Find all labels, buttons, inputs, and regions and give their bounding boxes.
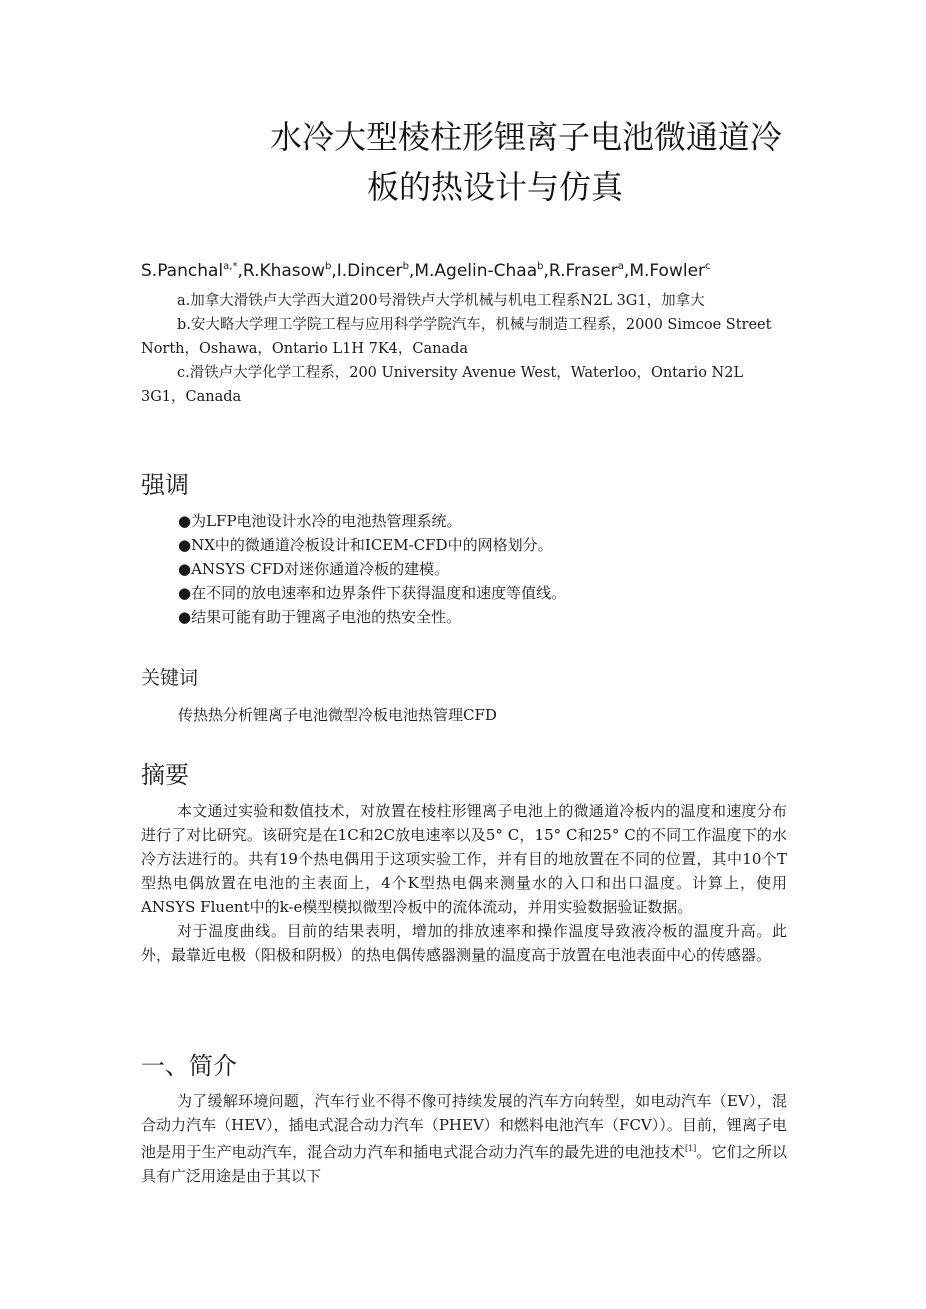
abstract-heading: 摘要 <box>141 761 189 789</box>
highlights-list <box>178 509 566 629</box>
author: I.Dincer$^b$ <box>336 261 409 281</box>
highlights-heading: 强调 <box>141 471 189 499</box>
intro-heading: 一、简介 <box>141 1052 237 1080</box>
keywords-heading: 关键词 <box>141 667 199 689</box>
author: R.Khasow$^b$ <box>242 261 332 281</box>
affiliation-b: b.安大略大学理工学院工程与应用科学学院汽车，机械与制造工程系，2000 Simcoe Street North，Oshawa，Ontario L1H 7K4，Canada <box>141 317 772 357</box>
author: M.Agelin-Chaa$^b$ <box>414 261 544 281</box>
abstract-paragraph: 本文通过实验和数值技术，对放置在棱柱形锂离子电池上的微通道冷板内的温度和速度分布进行了对比研究。该研究是在1C和2C放电速率以及5° C，15° C和25° C的不同工作温度下的水冷方法进行的。共有19个热电偶用于这项实验工作，并有目的地放置在不同的位置，其中10个T型热电偶放置在电池的主表面上，4个K型热电偶来测量水的入口和出口温度。计算上，使用ANSYS Fluent中的k-e模型模拟微型冷板中的流体流动，并用实验数据验证数据。 <box>141 802 787 916</box>
abstract-paragraph: 对于温度曲线。目前的结果表明，增加的排放速率和操作温度导致液冷板的温度升高。此外，最靠近电极（阳极和阴极）的热电偶传感器测量的温度高于放置在电池表面中心的传感器。 <box>141 922 787 964</box>
list-item: ●在不同的放电速率和边界条件下获得温度和速度等值线。 <box>178 584 567 602</box>
author: S.Panchal$^{a,*}$ <box>141 261 238 281</box>
author: M.Fowler$^c$ <box>629 261 711 281</box>
intro-paragraph: 为了缓解环境问题，汽车行业不得不像可持续发展的汽车方向转型，如电动汽车（EV），混合动力汽车（HEV），插电式混合动力汽车（PHEV）和燃料电池汽车（FCV））。目前，锂离子电池是用于生产电动汽车，混合动力汽车和插电式混合动力汽车的最先进的电池技术[1]。它们之所以具有广泛用途是由于其以下 <box>141 1092 787 1185</box>
author-list: S.Panchal$^{a,*}$,R.Khasow$^b$,I.Dincer$^b$,M.Agelin-Chaa$^b$,R.Fraser$^a$,M.Fowler$^c$ <box>141 261 711 281</box>
title-line-1: 水冷大型棱柱形锂离子电池微通道冷 <box>269 118 782 156</box>
keywords-text: 传热热分析锂离子电池微型冷板电池热管理CFD <box>178 706 497 724</box>
affiliation-c: c.滑铁卢大学化学工程系，200 University Avenue West，Waterloo，Ontario N2L 3G1，Canada <box>141 365 744 405</box>
citation-ref[interactable]: [1] <box>684 1144 697 1153</box>
abstract-body <box>141 799 787 967</box>
list-item: ●ANSYS CFD对迷你通道冷板的建模。 <box>178 560 450 578</box>
affiliation-a: a.加拿大滑铁卢大学西大道200号滑铁卢大学机械与机电工程系N2L 3G1，加拿大 <box>177 293 705 309</box>
title-line-2: 板的热设计与仿真 <box>366 168 623 206</box>
list-item: ●NX中的微通道冷板设计和ICEM-CFD中的网格划分。 <box>178 536 553 554</box>
list-item: ●结果可能有助于锂离子电池的热安全性。 <box>178 608 462 626</box>
affiliations <box>141 289 787 409</box>
list-item: ●为LFP电池设计水冷的电池热管理系统。 <box>178 512 462 530</box>
author: R.Fraser$^a$ <box>548 261 624 281</box>
intro-body <box>141 1089 787 1188</box>
paper-title <box>140 112 850 212</box>
